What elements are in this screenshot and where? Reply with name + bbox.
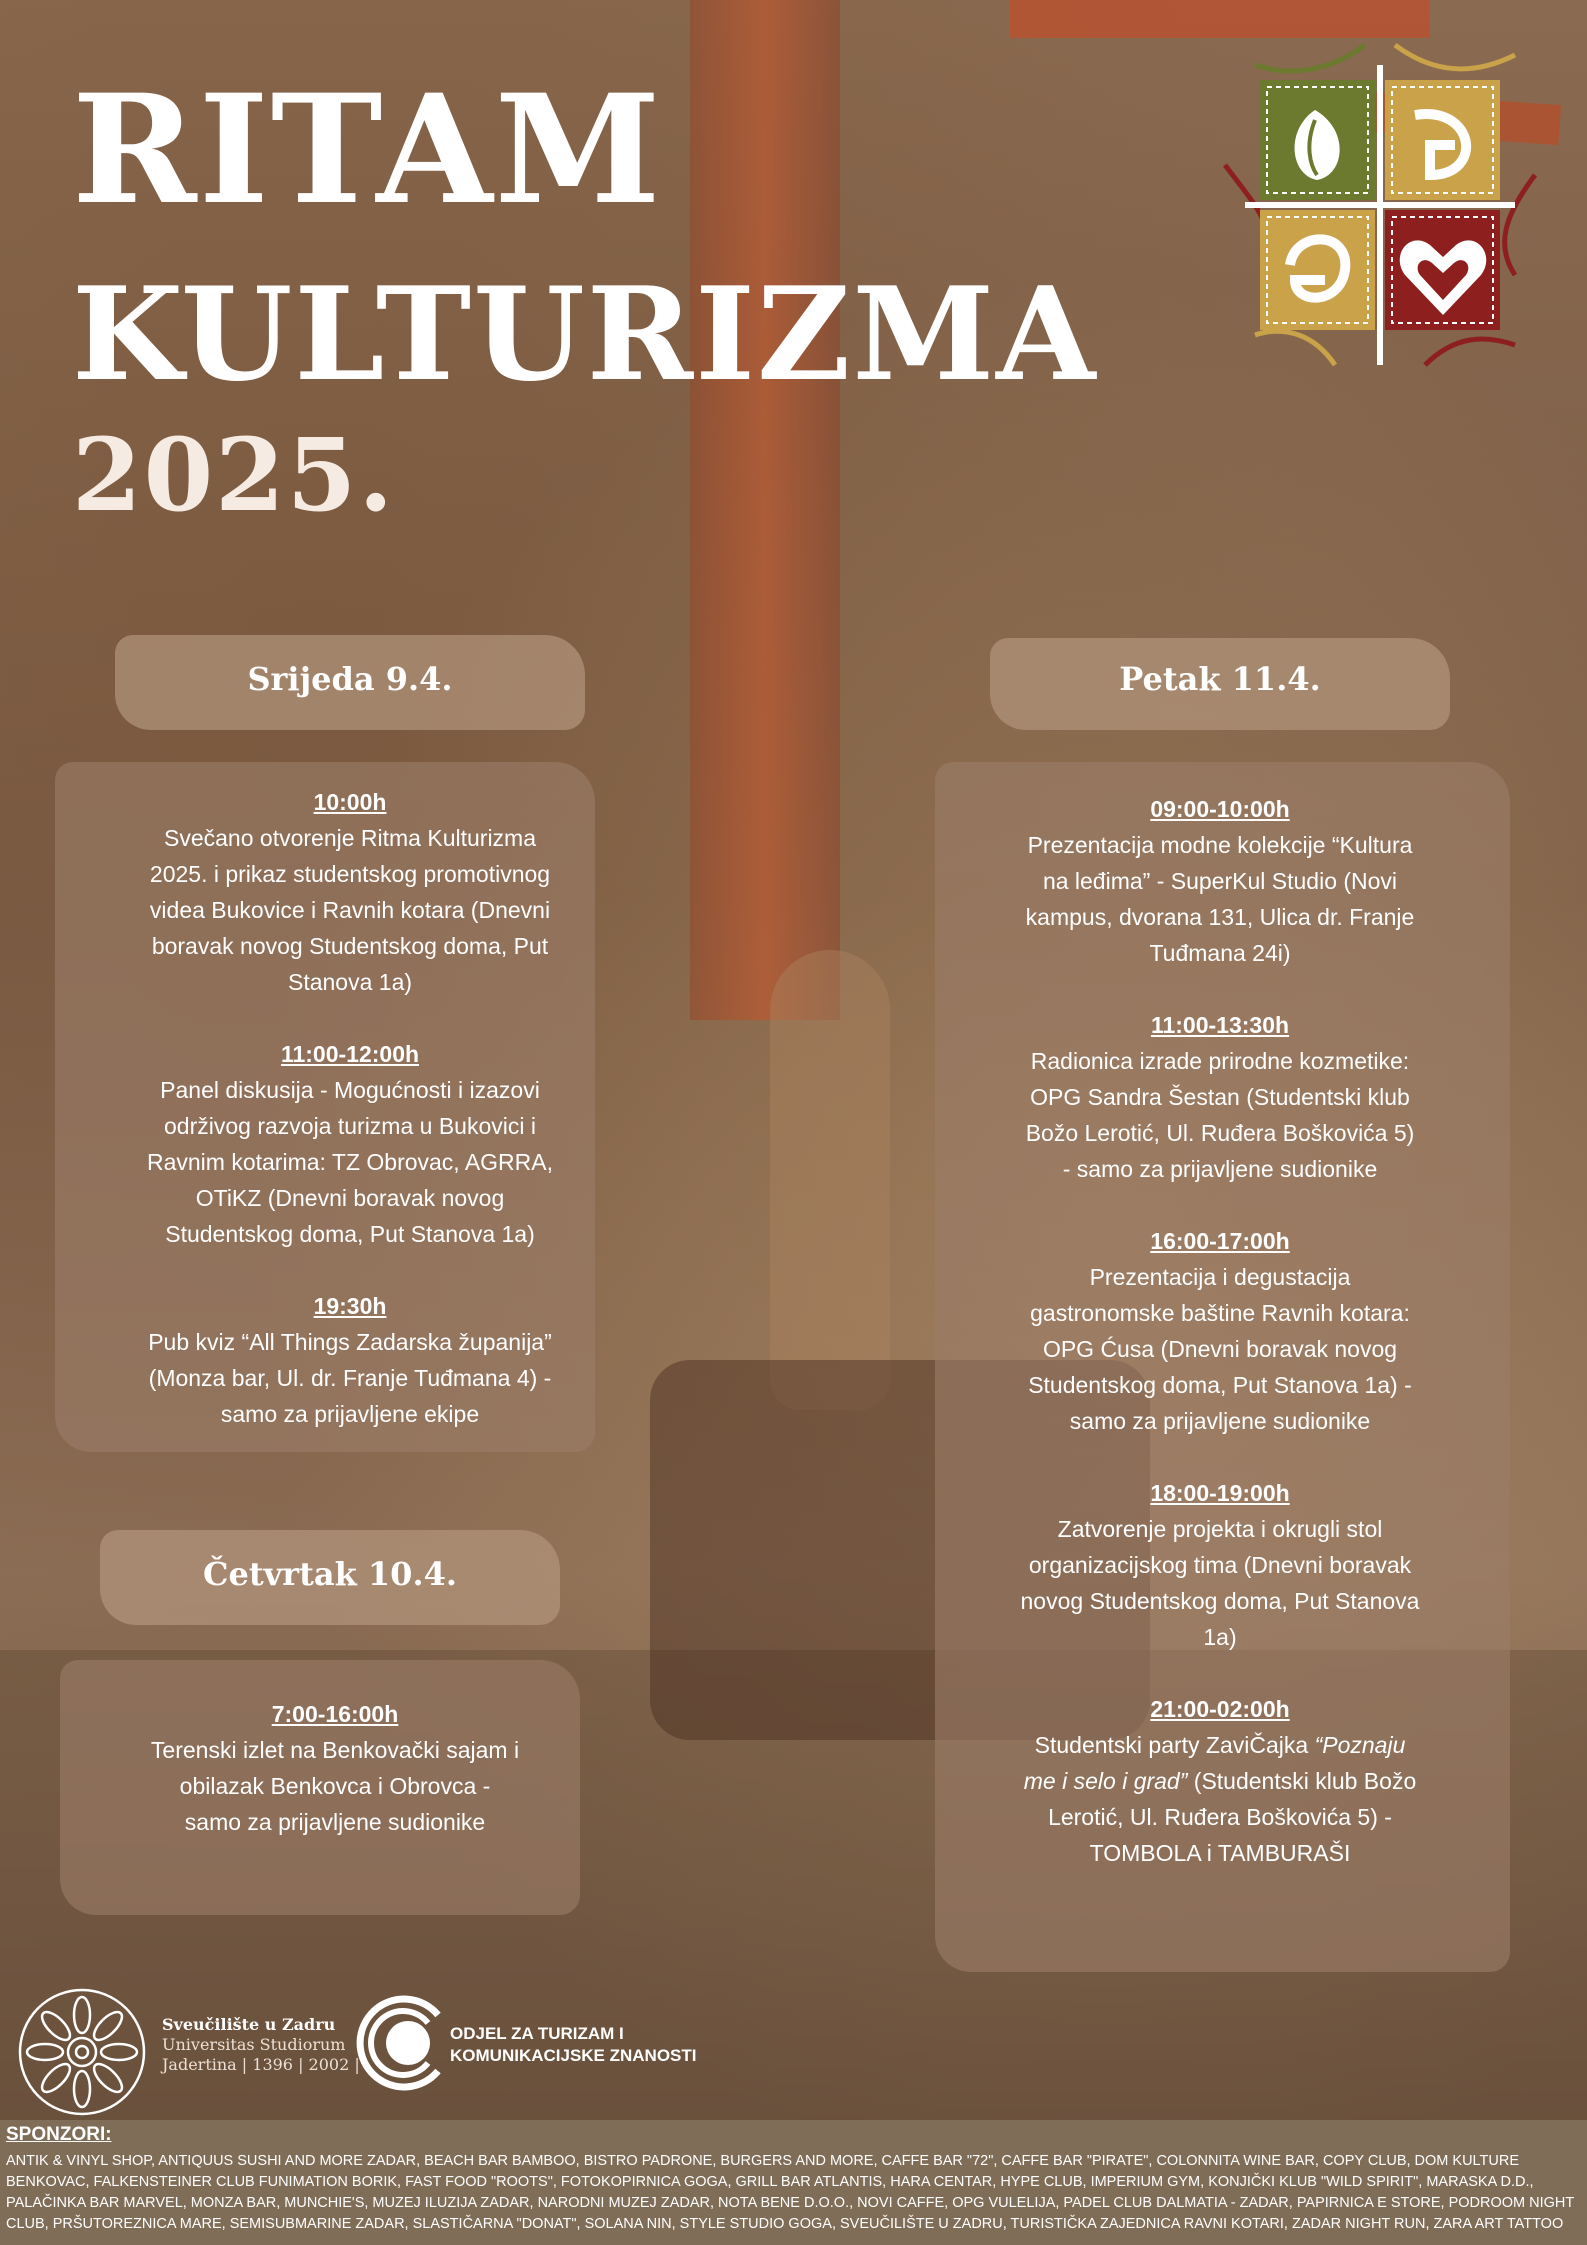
sponsors-heading: SPONZORI: <box>6 2124 112 2145</box>
background-top-bar <box>1010 0 1430 38</box>
event-time: 10:00h <box>313 789 387 815</box>
department-name-line2: KOMUNIKACIJSKE ZNANOSTI <box>450 2046 697 2065</box>
event-description: Terenski izlet na Benkovački sajam i obilazak Benkovca i Obrovca - samo za prijavljene sudionike <box>150 1737 520 1835</box>
event-item <box>1020 1475 1420 1655</box>
event-item <box>135 784 565 1000</box>
sponsors-list: ANTIK & VINYL SHOP, ANTIQUUS SUSHI AND MORE ZADAR, BEACH BAR BAMBOO, BISTRO PADRONE, BURGERS AND MORE, CAFFE BAR "72", CAFFE BAR "PIRATE", COLONNITA WINE BAR, COPY CLUB, DOM KULTURE BENKOVAC, FALKENSTEINER CLUB FUNIMATION BORIK, FAST FOOD "ROOTS", FOTOKOPIRNICA GOGA, GRILL BAR ATLANTIS, HARA CENTAR, HYPE CLUB, IMPERIUM GYM, KONJIČKI KLUB "WILD SPIRIT", MARASKA D.D., PALAČINKA BAR MARVEL, MONZA BAR, MUNCHIE'S, MUZEJ ILUZIJA ZADAR, NARODNI MUZEJ ZADAR, NOTA BENE D.O.O., NOVI CAFFE, OPG VULELIJA, PADEL CLUB DALMATIA - ZADAR, PAPIRNICA E STORE, PODROOM NIGHT CLUB, PRŠUTOREZNICA MARE, SEMISUBMARINE ZADAR, SLASTIČARNA "DONAT", SOLANA NIN, STYLE STUDIO GOGA, SVEUČILIŠTE U ZADRU, TURISTIČKA ZAJEDNICA RAVNI KOTARI, ZADAR NIGHT RUN, ZARA ART TATTOO <box>6 2153 1574 2232</box>
event-time: 11:00-13:30h <box>1150 1012 1290 1038</box>
university-latin-name: Universitas Studiorum <box>162 2035 346 2054</box>
event-item <box>1020 1007 1420 1187</box>
event-description: Svečano otvorenje Ritma Kulturizma 2025. i prikaz studentskog promotivnog videa Bukovice i Ravnih kotara (Dnevni boravak novog Studentskog doma, Put Stanova 1a) <box>149 825 551 995</box>
poster-title-line2: KULTURIZMA <box>72 260 1098 410</box>
department-logo-icon <box>350 1993 450 2093</box>
festival-emblem-icon <box>1215 35 1545 385</box>
university-name-block <box>162 2015 360 2075</box>
events-list-srijeda <box>135 784 565 1468</box>
event-time: 19:30h <box>313 1293 387 1319</box>
event-item <box>135 1036 565 1252</box>
university-years: Jadertina | 1396 | 2002 | <box>162 2055 360 2074</box>
event-description: Pub kviz “All Things Zadarska županija” (Monza bar, Ul. dr. Franje Tuđmana 4) - samo za prijavljene ekipe <box>148 1329 552 1427</box>
poster-year: 2025. <box>72 416 396 534</box>
event-description: Prezentacija i degustacija gastronomske baštine Ravnih kotara: OPG Ćusa (Dnevni boravak novog Studentskog doma, Put Stanova 1a) - samo za prijavljene sudionike <box>1028 1264 1412 1434</box>
event-description: Panel diskusija - Mogućnosti i izazovi održivog razvoja turizma u Bukovici i Ravnim kotarima: TZ Obrovac, AGRRA, OTiKZ (Dnevni boravak novog Studentskog doma, Put Stanova 1a) <box>146 1077 553 1247</box>
day-title-srijeda: Srijeda 9.4. <box>247 660 453 698</box>
event-time: 7:00-16:00h <box>271 1701 399 1727</box>
department-name-block <box>450 2023 697 2067</box>
event-description: Radionica izrade prirodne kozmetike: OPG Sandra Šestan (Studentski klub Božo Lerotić, Ul. Ruđera Boškovića 5) - samo za prijavljene sudionike <box>1025 1048 1415 1182</box>
event-time: 09:00-10:00h <box>1150 796 1290 822</box>
event-description: Prezentacija modne kolekcije “Kultura na leđima” - SuperKul Studio (Novi kampus, dvorana 131, Ulica dr. Franje Tuđmana 24i) <box>1025 832 1415 966</box>
department-name-line1: ODJEL ZA TURIZAM I <box>450 2024 624 2043</box>
day-title-petak: Petak 11.4. <box>1119 660 1321 698</box>
university-name: Sveučilište u Zadru <box>162 2015 336 2034</box>
poster-title-line1: RITAM <box>72 62 663 238</box>
event-description <box>1020 1727 1420 1871</box>
day-title-cetvrtak: Četvrtak 10.4. <box>203 1555 457 1593</box>
event-time: 11:00-12:00h <box>280 1041 420 1067</box>
event-item <box>1020 1223 1420 1439</box>
event-time: 18:00-19:00h <box>1150 1480 1290 1506</box>
university-seal-icon <box>15 1985 150 2120</box>
event-item <box>1020 1691 1420 1871</box>
event-description-end: (Studentski klub Božo Lerotić, Ul. Ruđera Boškovića 5) - TOMBOLA i TAMBURAŠI <box>1048 1768 1417 1866</box>
event-description-start: Studentski party ZaviČajka <box>1034 1732 1315 1758</box>
event-time: 21:00-02:00h <box>1150 1696 1290 1722</box>
background-vase <box>770 950 890 1410</box>
event-item <box>135 1288 565 1432</box>
event-description-italic: “Poznaju me i selo i grad” <box>1023 1732 1406 1794</box>
event-description: Zatvorenje projekta i okrugli stol organizacijskog tima (Dnevni boravak novog Studentskog doma, Put Stanova 1a) <box>1020 1516 1420 1650</box>
background-red-column <box>690 0 840 1020</box>
event-item <box>150 1696 520 1840</box>
event-time: 16:00-17:00h <box>1150 1228 1290 1254</box>
event-item <box>1020 791 1420 971</box>
events-list-cetvrtak <box>150 1696 520 1876</box>
events-list-petak <box>1020 791 1420 1907</box>
